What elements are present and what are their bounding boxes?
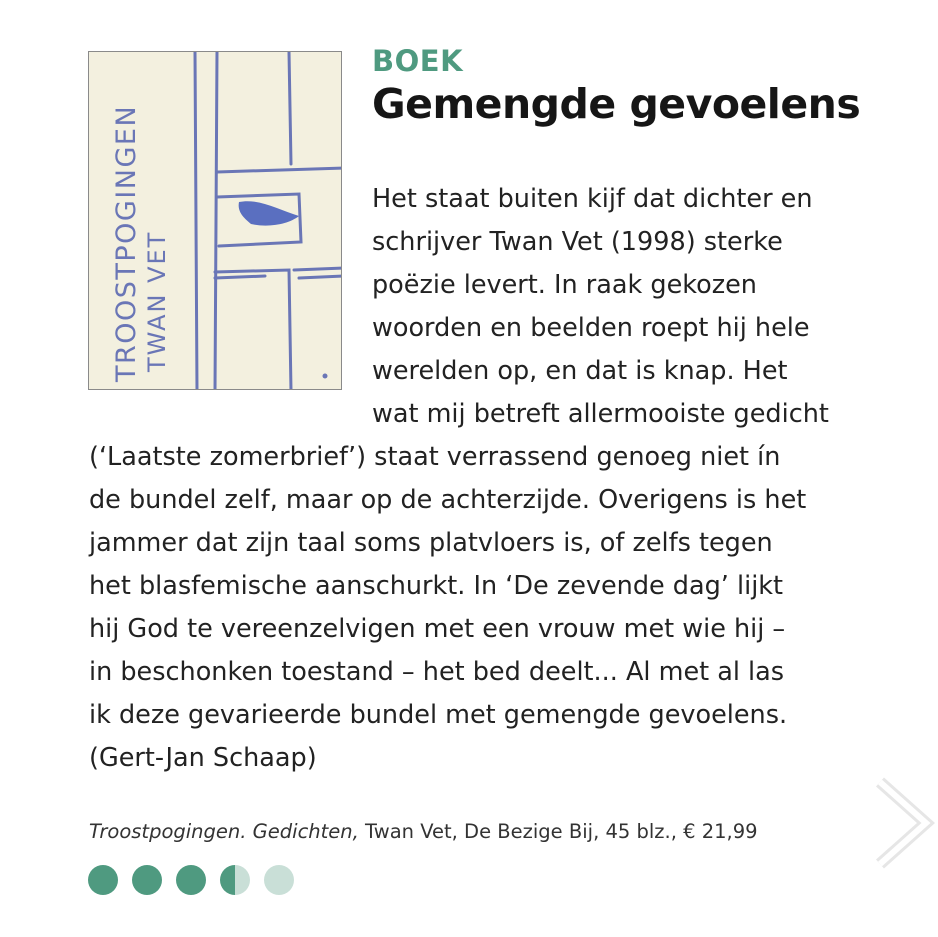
book-details — [89, 820, 849, 843]
section-kicker: BOEK — [372, 44, 464, 78]
body-line: in beschonken toestand – het bed deelt... Al met al las — [89, 657, 785, 687]
cover-author: TWAN VET — [143, 230, 171, 372]
rating-dot — [176, 865, 206, 895]
rating-dot — [88, 865, 118, 895]
body-line: de bundel zelf, maar op de achterzijde. Overigens is het — [89, 485, 807, 515]
rating-dot — [264, 865, 294, 895]
book-title: Troostpogingen. Gedichten, — [89, 820, 359, 843]
rating-dot — [220, 865, 250, 895]
body-line: werelden op, en dat is knap. Het — [372, 356, 788, 386]
body-line: het blasfemische aanschurkt. In ‘De zevende dag’ lijkt — [89, 571, 784, 601]
body-line: wat mij betreft allermooiste gedicht — [372, 399, 829, 429]
body-line: jammer dat zijn taal soms platvloers is, of zelfs tegen — [89, 528, 773, 558]
body-line: (‘Laatste zomerbrief’) staat verrassend genoeg niet ín — [89, 442, 781, 472]
body-line: hij God te vereenzelvigen met een vrouw met wie hij – — [89, 614, 786, 644]
rating-dot — [132, 865, 162, 895]
body-line: Het staat buiten kijf dat dichter en — [372, 184, 813, 214]
cover-title: TROOSTPOGINGEN — [111, 104, 142, 382]
body-line: schrijver Twan Vet (1998) sterke — [372, 227, 783, 257]
body-line: woorden en beelden roept hij hele — [372, 313, 810, 343]
body-author: (Gert-Jan Schaap) — [89, 743, 317, 773]
book-cover — [88, 51, 342, 390]
book-meta: Twan Vet, De Bezige Bij, 45 blz., € 21,99 — [358, 820, 758, 843]
body-line: ik deze gevarieerde bundel met gemengde gevoelens. — [89, 700, 788, 730]
article-headline: Gemengde gevoelens — [372, 80, 861, 128]
body-line: poëzie levert. In raak gekozen — [372, 270, 757, 300]
chevron-right-icon[interactable] — [870, 776, 936, 870]
